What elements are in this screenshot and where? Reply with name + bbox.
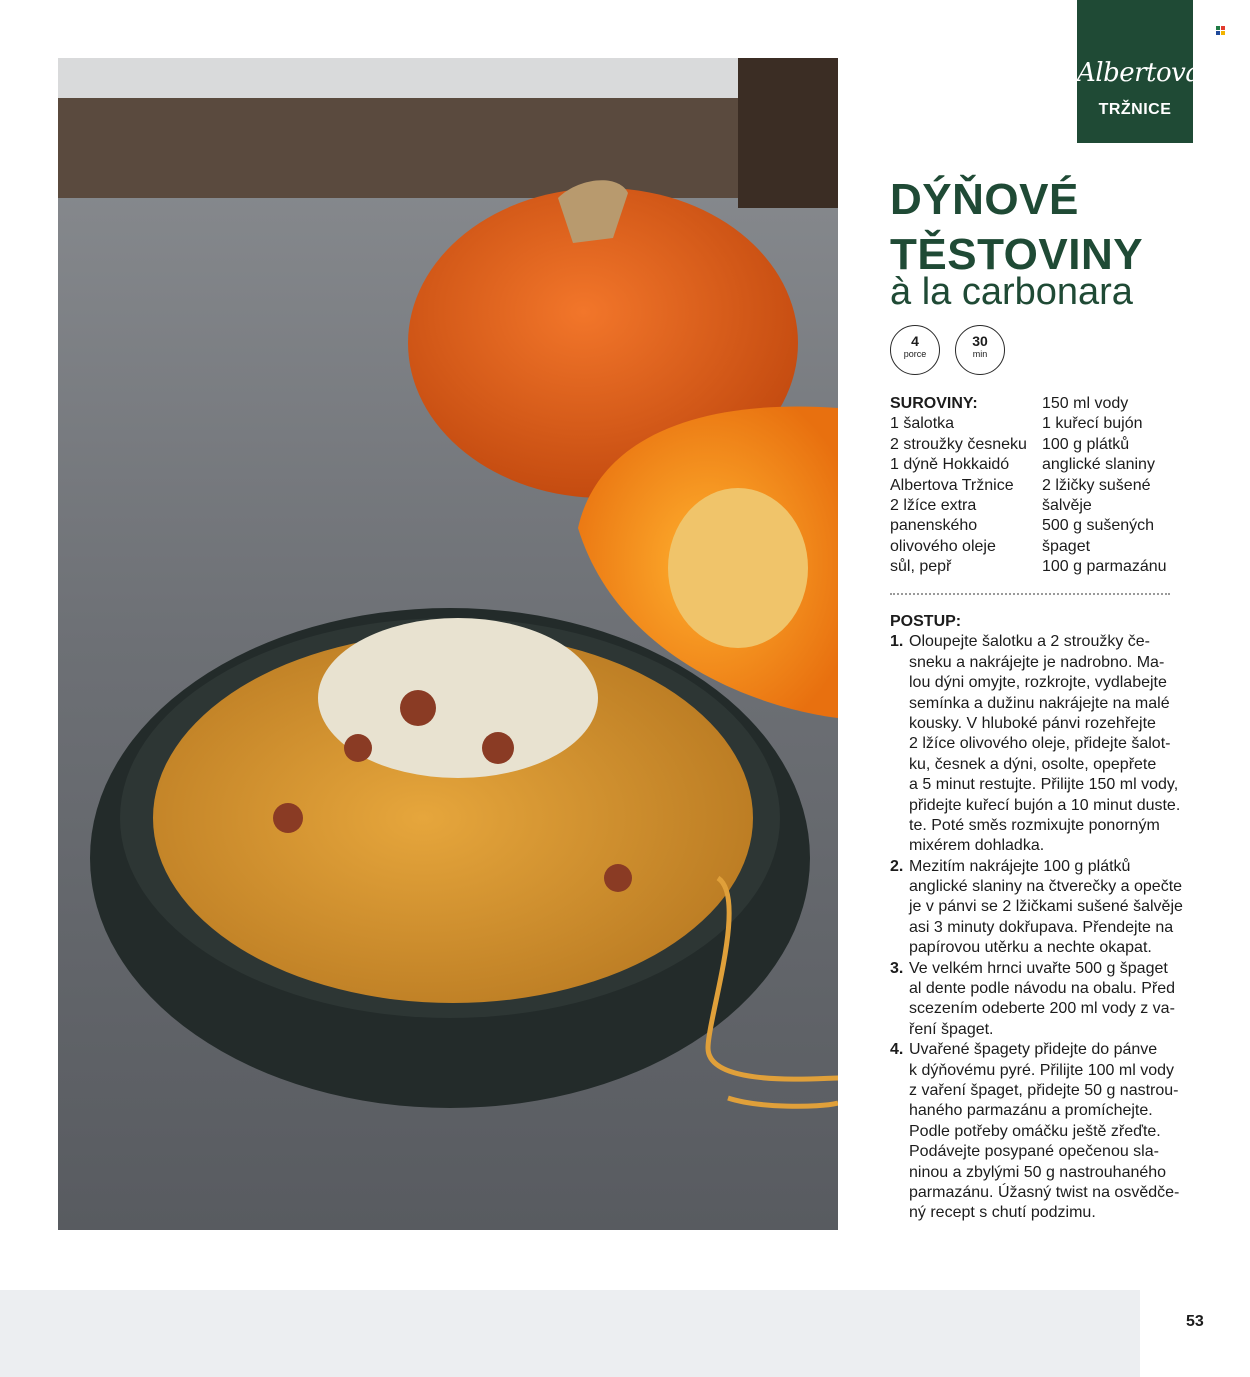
- ingredients-heading: SUROVINY:: [890, 395, 978, 412]
- ingredient-item: špaget: [1042, 537, 1091, 555]
- page-number: 53: [1186, 1313, 1204, 1330]
- time-badge: [955, 325, 1005, 375]
- step-line: Uvařené špagety přidejte do pánve: [909, 1041, 1158, 1059]
- step-number: 3.: [890, 959, 904, 977]
- section-divider: [890, 593, 1170, 595]
- method-step: [890, 1040, 1220, 1224]
- ingredient-item: 1 šalotka: [890, 415, 955, 433]
- step-number: 4.: [890, 1041, 904, 1059]
- ingredients-left-column: [890, 394, 1027, 578]
- step-line: 2 lžíce olivového oleje, přidejte šalot-: [909, 735, 1171, 753]
- step-line: k dýňovému pyré. Přilijte 100 ml vody: [909, 1061, 1174, 1079]
- servings-value: 4: [911, 333, 919, 349]
- step-line: anglické slaniny na čtverečky a opečte: [909, 878, 1183, 896]
- step-line: parmazánu. Úžasný twist na osvědče-: [909, 1183, 1180, 1201]
- ingredient-item: 100 g plátků: [1042, 435, 1130, 453]
- recipe-subtitle: à la carbonara: [890, 271, 1133, 313]
- time-value: 30: [972, 333, 988, 349]
- step-number: 1.: [890, 633, 904, 651]
- ingredient-item: sůl, pepř: [890, 558, 952, 576]
- ingredient-item: šalvěje: [1042, 496, 1092, 514]
- step-line: asi 3 minuty dokřupava. Přendejte na: [909, 918, 1174, 936]
- step-line: je v pánvi se 2 lžičkami sušené šalvěje: [909, 898, 1183, 916]
- step-line: haného parmazánu a promíchejte.: [909, 1102, 1153, 1120]
- ingredient-item: 150 ml vody: [1042, 395, 1129, 412]
- step-number: 2.: [890, 857, 904, 875]
- step-line: lou dýni omyjte, rozkrojte, vydlabejte: [909, 674, 1167, 692]
- step-line: a 5 minut restujte. Přilijte 150 ml vody,: [909, 776, 1179, 794]
- method-heading: POSTUP:: [890, 613, 962, 630]
- ingredient-item: panenského: [890, 517, 978, 535]
- ingredient-item: 1 dýně Hokkaidó: [890, 456, 1010, 474]
- step-line: ku, česnek a dýni, osolte, opepřete: [909, 755, 1157, 773]
- step-line: mixérem dohladka.: [909, 837, 1045, 855]
- recipe-photo: [58, 58, 838, 1230]
- brand-subtitle: TRŽNICE: [1098, 101, 1172, 118]
- step-line: Oloupejte šalotku a 2 stroužky če-: [909, 633, 1151, 651]
- step-line: al dente podle návodu na obalu. Před: [909, 980, 1175, 998]
- step-line: přidejte kuřecí bujón a 10 minut duste.: [909, 796, 1181, 814]
- step-line: Podávejte posypané opečenou sla-: [909, 1143, 1159, 1161]
- ingredient-item: 2 stroužky česneku: [890, 435, 1027, 453]
- ingredient-item: 100 g parmazánu: [1042, 558, 1167, 576]
- title-line: DÝŇOVÉ: [890, 175, 1079, 224]
- step-line: Podle potřeby omáčku ještě zřeďte.: [909, 1122, 1161, 1140]
- corner-mark-icon: [1216, 26, 1225, 35]
- step-line: scezením odeberte 200 ml vody z va-: [909, 1000, 1175, 1018]
- brand-script: Albertova: [1077, 58, 1201, 88]
- brand-badge: [1077, 0, 1201, 143]
- servings-unit: porce: [903, 349, 927, 359]
- step-line: Mezitím nakrájejte 100 g plátků: [909, 857, 1131, 875]
- step-line: ninou a zbylými 50 g nastrouhaného: [909, 1163, 1167, 1181]
- method-step: [890, 632, 1220, 856]
- title-line: TĚSTOVINY: [890, 230, 1144, 279]
- step-line: z vaření špaget, přidejte 50 g nastrou-: [909, 1081, 1179, 1099]
- ingredient-item: 500 g sušených: [1042, 517, 1155, 535]
- time-unit: min: [972, 349, 988, 359]
- step-line: te. Poté směs rozmixujte ponorným: [909, 816, 1160, 834]
- step-line: ný recept s chutí podzimu.: [909, 1204, 1096, 1222]
- step-line: semínka a dužinu nakrájejte na malé: [909, 694, 1170, 712]
- method-step: [890, 959, 1220, 1041]
- ingredients-right-column: [1042, 394, 1167, 578]
- step-line: kousky. V hluboké pánvi rozehřejte: [909, 714, 1156, 732]
- step-line: papírovou utěrku a nechte okapat.: [909, 939, 1152, 957]
- recipe-title: [890, 172, 1230, 282]
- method-step: [890, 857, 1220, 959]
- step-line: ření špaget.: [909, 1020, 994, 1038]
- ingredient-item: olivového oleje: [890, 537, 996, 555]
- ingredient-item: anglické slaniny: [1042, 456, 1155, 474]
- ingredient-item: 2 lžičky sušené: [1042, 476, 1151, 494]
- step-line: sneku a nakrájejte je nadrobno. Ma-: [909, 653, 1165, 671]
- footer-bar: [0, 1290, 1140, 1377]
- servings-badge: [890, 325, 940, 375]
- step-line: Ve velkém hrnci uvařte 500 g špaget: [909, 959, 1168, 977]
- ingredient-item: Albertova Tržnice: [890, 476, 1014, 494]
- ingredient-item: 2 lžíce extra: [890, 496, 977, 514]
- method-section: [890, 612, 1220, 1224]
- ingredient-item: 1 kuřecí bujón: [1042, 415, 1143, 433]
- pumpkin-pasta-photo: [58, 58, 838, 1230]
